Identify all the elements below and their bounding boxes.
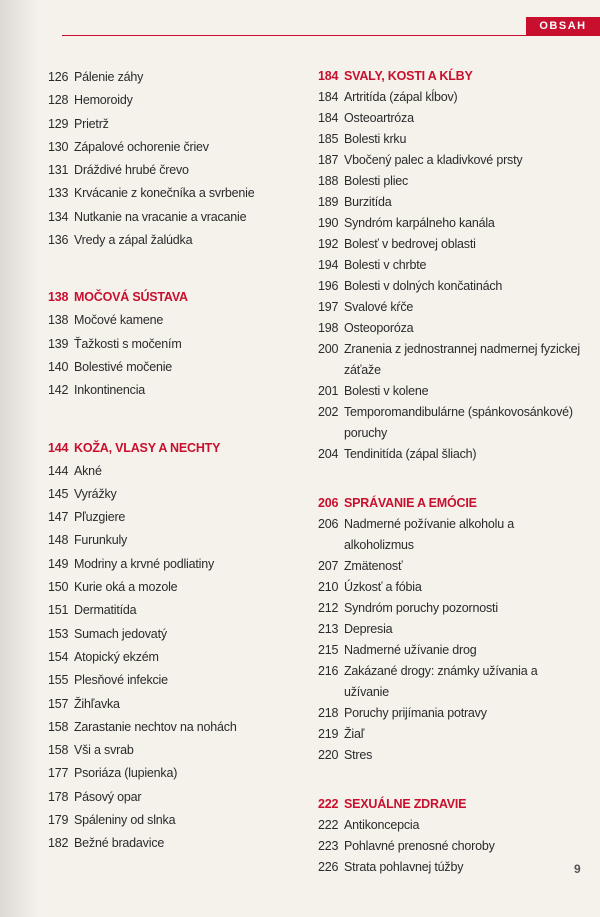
entry-title: Bolesti v kolene	[344, 384, 429, 398]
entry-title: Poruchy prijímania potravy	[344, 706, 487, 720]
entry-page-number: 200	[318, 342, 339, 356]
toc-entry[interactable]	[318, 234, 583, 255]
entry-title: Burzitída	[344, 195, 392, 209]
toc-section	[48, 286, 293, 402]
entry-page-number: 177	[48, 766, 69, 781]
toc-entry[interactable]	[318, 318, 583, 339]
heading-title: SEXUÁLNE ZDRAVIE	[344, 797, 467, 811]
entry-page-number: 204	[318, 447, 339, 461]
entry-title: Pálenie záhy	[74, 70, 144, 84]
entry-title: Psoriáza (lupienka)	[74, 766, 178, 781]
entry-page-number: 149	[48, 556, 69, 571]
entry-title: Spáleniny od slnka	[74, 813, 176, 828]
heading-page-number: 144	[48, 440, 69, 455]
entry-page-number: 216	[318, 664, 339, 678]
toc-entry[interactable]	[318, 577, 583, 598]
toc-entry[interactable]	[318, 381, 583, 402]
entry-page-number: 138	[48, 313, 69, 328]
heading-page-number: 222	[318, 797, 339, 811]
entry-page-number: 210	[318, 580, 339, 594]
entry-title: Osteoporóza	[344, 321, 414, 335]
entry-title: Zakázané drogy: známky užívania a užívanie	[344, 664, 538, 699]
toc-entry[interactable]	[48, 356, 293, 379]
entry-title: Stres	[344, 748, 373, 762]
section-heading[interactable]	[318, 794, 583, 815]
entry-title: Vyrážky	[74, 486, 117, 501]
entry-title: Akné	[74, 463, 102, 478]
toc-entry[interactable]	[318, 514, 583, 556]
entry-title: Syndróm poruchy pozornosti	[344, 601, 498, 615]
entry-title: Atopický ekzém	[74, 649, 159, 664]
toc-entry[interactable]	[318, 619, 583, 640]
entry-title: Žiaľ	[344, 727, 365, 741]
toc-section	[318, 794, 583, 878]
entry-page-number: 206	[318, 517, 339, 531]
toc-entry[interactable]	[318, 724, 583, 745]
heading-page-number: 138	[48, 290, 69, 305]
toc-entry[interactable]	[48, 576, 293, 599]
toc-entry[interactable]	[318, 402, 583, 444]
entry-title: Bolesti v chrbte	[344, 258, 427, 272]
entry-title: Bolesti pliec	[344, 174, 409, 188]
toc-entry[interactable]	[318, 129, 583, 150]
entry-title: Kurie oká a mozole	[74, 580, 178, 595]
toc-entry[interactable]	[48, 809, 293, 832]
toc-entry[interactable]	[48, 762, 293, 785]
entry-title: Žihľavka	[74, 696, 120, 711]
entry-page-number: 222	[318, 818, 339, 832]
entry-title: Bežné bradavice	[74, 836, 165, 851]
header-rule	[62, 35, 600, 36]
entry-page-number: 213	[318, 622, 339, 636]
entry-page-number: 128	[48, 93, 69, 108]
toc-entry[interactable]	[48, 159, 293, 182]
entry-page-number: 189	[318, 195, 339, 209]
toc-entry[interactable]	[318, 108, 583, 129]
entry-title: Dráždivé hrubé črevo	[74, 163, 189, 178]
toc-entry[interactable]	[318, 339, 583, 381]
entry-page-number: 207	[318, 559, 339, 573]
heading-title: SVALY, KOSTI A KĹBY	[344, 69, 473, 83]
entry-title: Zápalové ochorenie čriev	[74, 139, 209, 154]
toc-entry[interactable]	[48, 669, 293, 692]
entry-page-number: 157	[48, 696, 69, 711]
entry-page-number: 184	[318, 111, 339, 125]
entry-page-number: 155	[48, 673, 69, 688]
toc-entry[interactable]	[48, 333, 293, 356]
entry-page-number: 179	[48, 813, 69, 828]
toc-entry[interactable]	[48, 483, 293, 506]
entry-title: Bolesti v dolných končatinách	[344, 279, 503, 293]
entry-title: Nutkanie na vracanie a vracanie	[74, 209, 247, 224]
entry-page-number: 158	[48, 719, 69, 734]
toc-left-column	[48, 66, 293, 856]
toc-entry[interactable]	[48, 66, 293, 89]
heading-page-number: 206	[318, 496, 339, 510]
toc-entry[interactable]	[48, 89, 293, 112]
entry-title: Vbočený palec a kladivkové prsty	[344, 153, 523, 167]
entry-title: Krvácanie z konečníka a svrbenie	[74, 186, 255, 201]
section-heading[interactable]	[318, 66, 583, 87]
entry-title: Bolesť v bedrovej oblasti	[344, 237, 476, 251]
entry-title: Nadmerné požívanie alkoholu a alkoholizmus	[344, 517, 515, 552]
entry-page-number: 148	[48, 533, 69, 548]
entry-page-number: 218	[318, 706, 339, 720]
page-number: 9	[574, 862, 581, 876]
section-tab-obsah: OBSAH	[526, 17, 600, 36]
entry-title: Osteoartróza	[344, 111, 414, 125]
toc-right-column	[318, 66, 583, 878]
entry-title: Artritída (zápal kĺbov)	[344, 90, 458, 104]
toc-entry[interactable]	[318, 815, 583, 836]
entry-title: Pohlavné prenosné choroby	[344, 839, 495, 853]
toc-section	[318, 66, 583, 465]
entry-title: Prietrž	[74, 116, 109, 131]
entry-page-number: 197	[318, 300, 339, 314]
toc-entry[interactable]	[318, 87, 583, 108]
heading-title: KOŽA, VLASY A NECHTY	[74, 440, 221, 455]
entry-title: Dermatitída	[74, 603, 137, 618]
toc-entry[interactable]	[318, 857, 583, 878]
entry-title: Inkontinencia	[74, 383, 146, 398]
toc-entry[interactable]	[48, 553, 293, 576]
entry-page-number: 147	[48, 510, 69, 525]
entry-title: Močové kamene	[74, 313, 164, 328]
entry-page-number: 194	[318, 258, 339, 272]
toc-entry[interactable]	[48, 739, 293, 762]
toc-entry[interactable]	[48, 786, 293, 809]
toc-entry[interactable]	[48, 716, 293, 739]
toc-entry[interactable]	[318, 150, 583, 171]
section-heading[interactable]	[48, 286, 293, 309]
toc-entry[interactable]	[48, 379, 293, 402]
heading-title: MOČOVÁ SÚSTAVA	[74, 290, 188, 305]
entry-title: Depresia	[344, 622, 393, 636]
entry-title: Temporomandibulárne (spánkovosánkové) poruchy	[344, 405, 573, 440]
toc-entry[interactable]	[48, 460, 293, 483]
entry-page-number: 192	[318, 237, 339, 251]
toc-entry[interactable]	[318, 276, 583, 297]
entry-title: Bolesti krku	[344, 132, 407, 146]
entry-page-number: 220	[318, 748, 339, 762]
toc-entry[interactable]	[48, 832, 293, 855]
section-heading[interactable]	[318, 493, 583, 514]
toc-entry[interactable]	[318, 213, 583, 234]
toc-entry[interactable]	[318, 836, 583, 857]
entry-title: Svalové kŕče	[344, 300, 414, 314]
entry-title: Nadmerné užívanie drog	[344, 643, 477, 657]
entry-title: Zmätenosť	[344, 559, 403, 573]
entry-title: Ťažkosti s močením	[74, 336, 182, 351]
entry-title: Úzkosť a fóbia	[344, 580, 422, 594]
entry-title: Zranenia z jednostrannej nadmernej fyzickej záťaže	[344, 342, 580, 377]
toc-entry[interactable]	[318, 598, 583, 619]
entry-title: Hemoroidy	[74, 93, 133, 108]
entry-page-number: 129	[48, 116, 69, 131]
entry-page-number: 142	[48, 383, 69, 398]
toc-entry[interactable]	[318, 192, 583, 213]
entry-title: Pásový opar	[74, 789, 142, 804]
toc-entry[interactable]	[318, 297, 583, 318]
entry-title: Strata pohlavnej túžby	[344, 860, 464, 874]
entry-page-number: 219	[318, 727, 339, 741]
entry-page-number: 188	[318, 174, 339, 188]
entry-title: Plesňové infekcie	[74, 673, 168, 688]
entry-page-number: 212	[318, 601, 339, 615]
entry-title: Vši a svrab	[74, 743, 134, 758]
entry-page-number: 130	[48, 139, 69, 154]
entry-page-number: 185	[318, 132, 339, 146]
toc-entry[interactable]	[318, 661, 583, 703]
entry-page-number: 144	[48, 463, 69, 478]
entry-title: Bolestivé močenie	[74, 359, 173, 374]
entry-page-number: 136	[48, 233, 69, 248]
entry-page-number: 182	[48, 836, 69, 851]
entry-page-number: 184	[318, 90, 339, 104]
toc-section	[318, 493, 583, 766]
toc-entry[interactable]	[318, 640, 583, 661]
toc-section	[48, 437, 293, 856]
toc-entry[interactable]	[318, 745, 583, 766]
entry-page-number: 158	[48, 743, 69, 758]
entry-title: Tendinitída (zápal šliach)	[344, 447, 477, 461]
toc-entry[interactable]	[318, 444, 583, 465]
toc-entry[interactable]	[48, 599, 293, 622]
entry-page-number: 139	[48, 336, 69, 351]
entry-title: Sumach jedovatý	[74, 626, 167, 641]
page-gutter-shadow	[0, 0, 40, 917]
entry-page-number: 153	[48, 626, 69, 641]
entry-page-number: 201	[318, 384, 339, 398]
toc-entry[interactable]	[48, 623, 293, 646]
toc-section	[48, 66, 293, 252]
entry-title: Syndróm karpálneho kanála	[344, 216, 495, 230]
heading-page-number: 184	[318, 69, 339, 83]
toc-entry[interactable]	[48, 113, 293, 136]
toc-entry[interactable]	[48, 693, 293, 716]
toc-entry[interactable]	[48, 229, 293, 252]
entry-page-number: 134	[48, 209, 69, 224]
entry-page-number: 187	[318, 153, 339, 167]
section-heading[interactable]	[48, 437, 293, 460]
entry-page-number: 133	[48, 186, 69, 201]
toc-entry[interactable]	[48, 646, 293, 669]
toc-entry[interactable]	[318, 703, 583, 724]
toc-entry[interactable]	[48, 136, 293, 159]
toc-entry[interactable]	[318, 556, 583, 577]
entry-page-number: 202	[318, 405, 339, 419]
entry-title: Zarastanie nechtov na nohách	[74, 719, 237, 734]
entry-title: Furunkuly	[74, 533, 128, 548]
entry-page-number: 223	[318, 839, 339, 853]
entry-page-number: 145	[48, 486, 69, 501]
entry-title: Vredy a zápal žalúdka	[74, 233, 193, 248]
entry-page-number: 178	[48, 789, 69, 804]
entry-page-number: 154	[48, 649, 69, 664]
toc-entry[interactable]	[318, 255, 583, 276]
entry-page-number: 131	[48, 163, 69, 178]
entry-page-number: 190	[318, 216, 339, 230]
entry-page-number: 151	[48, 603, 69, 618]
entry-title: Antikoncepcia	[344, 818, 420, 832]
toc-entry[interactable]	[48, 506, 293, 529]
entry-page-number: 196	[318, 279, 339, 293]
entry-title: Pľuzgiere	[74, 510, 126, 525]
entry-page-number: 198	[318, 321, 339, 335]
entry-page-number: 126	[48, 70, 69, 84]
toc-entry[interactable]	[48, 529, 293, 552]
toc-entry[interactable]	[48, 309, 293, 332]
entry-page-number: 215	[318, 643, 339, 657]
entry-page-number: 140	[48, 359, 69, 374]
toc-entry[interactable]	[48, 206, 293, 229]
toc-entry[interactable]	[318, 171, 583, 192]
toc-entry[interactable]	[48, 182, 293, 205]
heading-title: SPRÁVANIE A EMÓCIE	[344, 496, 477, 510]
entry-title: Modriny a krvné podliatiny	[74, 556, 215, 571]
entry-page-number: 150	[48, 580, 69, 595]
entry-page-number: 226	[318, 860, 339, 874]
